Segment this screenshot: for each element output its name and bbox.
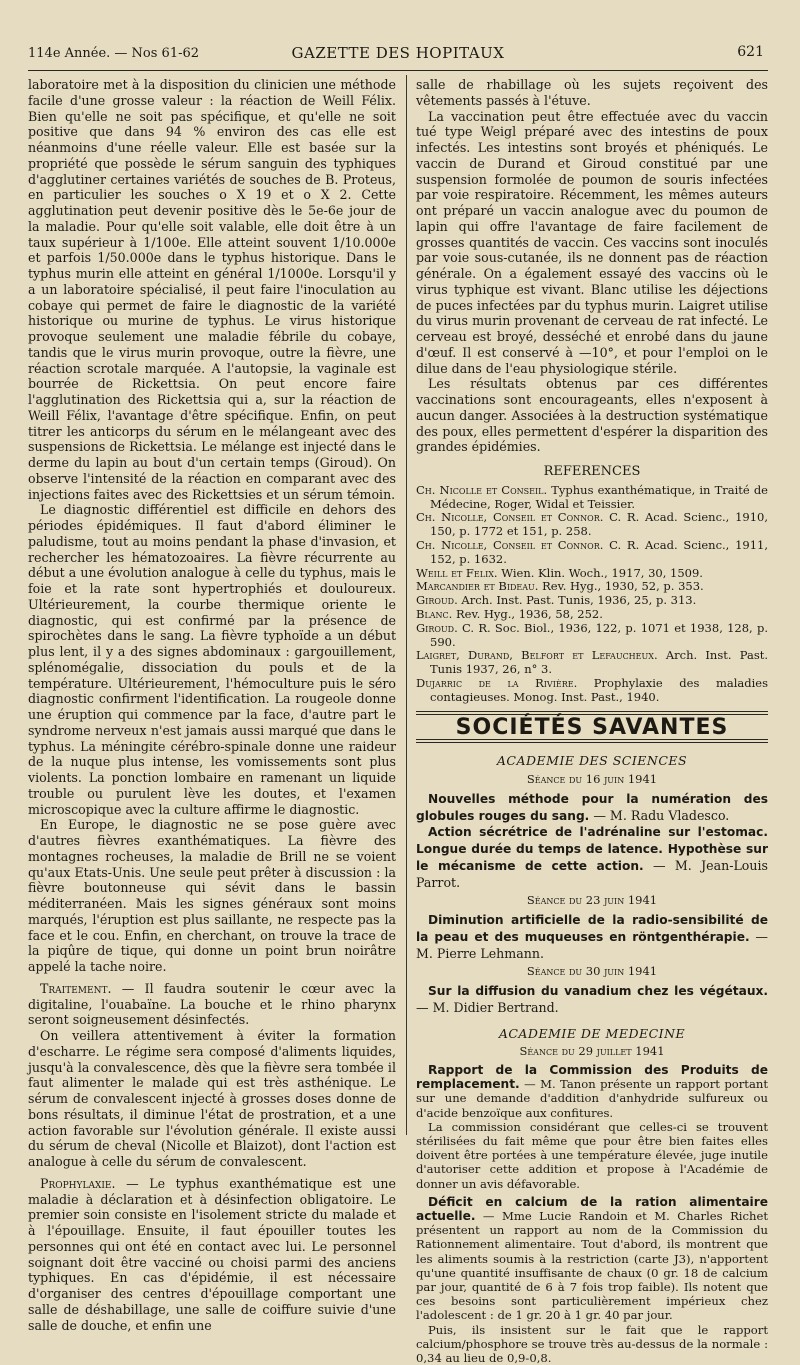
section-lead: Traitement. — [40, 980, 112, 996]
paragraph: En Europe, le diagnostic ne se pose guère avec d'autres fièvres exanthématiques. La fièvre des montagnes rocheuses, la maladie de Brill ne se voient qu'aux Etats-Unis. Une seule peut prêter à discussion : la fièvre boutonneuse qui sévit dans le bassin méditerranéen. Mais les signes généraux sont moins marqués, l'éruption est plus saillante, ne respecte pas la face et le cou. Enfin, en cherchant, on trouve la trace de la piqûre de tique, qui donne un point brun noirâtre appelé la tache noire. — [28, 817, 396, 974]
communication-author: — M. Didier Bertrand. — [416, 999, 559, 1015]
reference-authors: Blanc. — [416, 606, 453, 621]
reference-item — [416, 608, 768, 622]
references-heading: REFERENCES — [543, 464, 641, 479]
reference-item — [416, 511, 768, 539]
session-date: Séance du 16 juin 1941 — [526, 772, 658, 786]
reference-item — [416, 539, 768, 567]
reference-authors: Marcandier et Bideau. — [416, 579, 539, 594]
reference-source: C. R. Acad. Scienc., 1911, 152, p. 1632. — [430, 537, 769, 566]
reference-item — [416, 649, 768, 677]
left-column — [28, 77, 396, 1333]
reference-item — [416, 594, 768, 608]
communication-entry — [416, 824, 768, 890]
reference-source: Prophylaxie des maladies contagieuses. Monog. Inst. Past., 1940. — [430, 675, 768, 704]
reference-source: Rev. Hyg., 1936, 58, 252. — [452, 606, 603, 621]
communication-author: — M. Pierre Lehmann. — [416, 928, 768, 961]
reference-authors: Dujarric de la Rivière. — [416, 675, 578, 690]
page-number: 621 — [737, 44, 764, 60]
communication-title: Sur la diffusion du vanadium chez les végétaux. — [428, 984, 768, 998]
paragraph — [28, 1176, 396, 1334]
reference-authors: Ch. Nicolle, Conseil et Connor. — [416, 510, 604, 525]
reference-item — [416, 567, 768, 581]
paragraph: Les résultats obtenus par ces différentes vaccinations sont encourageants, elles n'exposent à aucun danger. Associées à la destruction systématique des poux, elles permettent d'espérer la disparition des grandes épidémies. — [416, 376, 768, 455]
reference-authors: Ch. Nicolle, Conseil et Connor. — [416, 537, 604, 552]
communication-title: Déficit en calcium de la ration alimentaire actuelle. — [416, 1194, 768, 1224]
session-date: Séance du 29 juillet 1941 — [519, 1044, 665, 1059]
paragraph: La vaccination peut être effectuée avec du vaccin tué type Weigl préparé avec des intestins de poux infectés. Les intestins sont broyés et phéniqués. Le vaccin de Durand et Giroud constitué par une suspension formolée de poumon de souris infectées par voie respiratoire. Récemment, les mêmes auteurs ont préparé un vaccin analogue avec du poumon de lapin qui offre l'avantage de faire facilement de grosses quantités de vaccin. Ces vaccins sont inoculés par voie sous-cutanée, ils ne donnent pas de réaction générale. On a également essayé des vaccins où le virus typhique est vivant. Blanc utilise les déjections de puces infectées par du typhus murin. Laigret utilise du virus murin provenant de cerveau de rat infecté. Le cerveau est broyé, desséché et enrobé dans du jaune d'œuf. Il est conservé à —10°, et pour l'emploi on le dilue dans de l'eau physiologique stérile. — [416, 108, 768, 376]
communication-text: — M. Tanon présente un rapport portant sur une demande d'addition d'anhydride sulfureux ou d'acide benzoïque aux confitures. — [416, 1077, 768, 1120]
reference-item — [416, 484, 768, 512]
reference-item — [416, 677, 768, 705]
academy-heading: ACADEMIE DES SCIENCES — [496, 753, 688, 769]
reference-source: C. R. Acad. Scienc., 1910, 150, p. 1772 et 151, p. 258. — [430, 510, 769, 539]
medecine-entries — [416, 1063, 768, 1365]
reference-item — [416, 580, 768, 594]
references-list — [416, 484, 768, 705]
paragraph-text: — Il faudra soutenir le cœur avec la digitaline, l'ouabaïne. La bouche et le rhino pharynx seront soigneusement désinfectés. — [28, 980, 396, 1028]
reference-authors: Giroud. — [416, 593, 458, 608]
section-rule — [416, 711, 768, 715]
paragraph: laboratoire met à la disposition du clinicien une méthode facile d'une grosse valeur : la réaction de Weill Félix. Bien qu'elle ne soit pas spécifique, et qu'elle ne soit positive que dans 94 % environ des cas elle est néanmoins d'une réelle valeur. Elle est basée sur la propriété que possède le sérum sanguin des typhiques d'agglutiner certaines variétés de souches de B. Proteus, en particulier les souches o X 19 et o X 2. Cette agglutination peut devenir positive dès le 5e-6e jour de la maladie. Pour qu'elle soit valable, elle doit être à un taux supérieur à 1/100e. Elle atteint souvent 1/10.000e et parfois 1/50.000e dans le typhus historique. Dans le typhus murin elle atteint en général 1/1000e. Lorsqu'il y a un laboratoire spécialisé, il peut faire l'inoculation au cobaye qui permet de faire le diagnostic de la variété historique ou murine de typhus. Le virus historique provoque seulement une maladie fébrile du cobaye, tandis que le virus murin provoque, outre la fièvre, une réaction scrotale marquée. A l'autopsie, la vaginale est bourrée de Rickettsia. On peut encore faire l'agglutination des Rickettsia qui a, sur la réaction de Weill Félix, l'avantage d'être spécifique. Enfin, on peut titrer les anticorps du sérum en le mélangeant avec des suspensions de Rickettsia. Le mélange est injecté dans le derme du lapin au bout d'un certain temps (Giroud). On observe l'intensité de la réaction en comparant avec des injections faites avec des Rickettsies et un sérum témoin. — [28, 77, 396, 502]
running-header — [28, 40, 768, 71]
issue-number: 114e Année. — Nos 61-62 — [28, 46, 200, 61]
paragraph: salle de rhabillage où les sujets reçoivent des vêtements passés à l'étuve. — [416, 77, 768, 108]
communication-entry — [416, 1063, 768, 1120]
right-column — [416, 77, 768, 1365]
journal-title: GAZETTE DES HOPITAUX — [291, 44, 505, 62]
reference-authors: Laigret, Durand, Belfort et Lefaucheux. — [416, 648, 658, 663]
communication-text: — Mme Lucie Randoin et M. Charles Richet présentent un rapport au nom de la Commission du Rationnement alimentaire. Tout d'abord, ils montrent que les aliments soumis à la restriction (carte J3), n'apportent qu'une quantité insuffisante de chaux (0 gr. 18 de calcium par jour, quantité de 6 à 7 fois trop faible). Ils notent que ces besoins sont particulièrement impérieux chez l'adolescent : de 1 gr. 20 à 1 gr. 40 par jour. — [416, 1209, 768, 1323]
reference-source: C. R. Soc. Biol., 1936, 122, p. 1071 et 1938, 128, p. 590. — [430, 620, 768, 649]
reference-source: Wien. Klin. Woch., 1917, 30, 1509. — [497, 565, 703, 580]
communication-title: Nouvelles méthode pour la numération des globules rouges du sang. — [416, 791, 768, 823]
reference-authors: Giroud. — [416, 620, 458, 635]
communication-entry — [416, 791, 768, 825]
section-title: SOCIÉTÉS SAVANTES — [455, 714, 729, 740]
section-rule — [416, 739, 768, 743]
reference-source: Arch. Inst. Past. Tunis, 1936, 25, p. 313. — [457, 593, 697, 608]
reference-item — [416, 622, 768, 650]
reference-authors: Ch. Nicolle et Conseil. — [416, 482, 548, 497]
column-divider — [406, 75, 407, 1135]
communication-entry — [416, 1195, 768, 1323]
communication-author: — M. Jean-Louis Parrot. — [416, 857, 768, 890]
section-lead: Prophylaxie. — [40, 1175, 116, 1191]
communication-entry — [416, 912, 768, 961]
paragraph: La commission considérant que celles-ci se trouvent stérilisées du fait même que pour être bien faites elles doivent être portées à une température élevée, juge inutile d'autoriser cette addition et propose à l'Académie de donner un avis défavorable. — [416, 1119, 768, 1191]
reference-source: Rev. Hyg., 1930, 52, p. 353. — [538, 579, 704, 594]
paragraph — [28, 981, 396, 1028]
reference-source: Arch. Inst. Past. Tunis 1937, 26, n° 3. — [430, 648, 769, 677]
academy-heading: ACADEMIE DE MEDECINE — [498, 1025, 686, 1041]
paragraph: On veillera attentivement à éviter la formation d'escharre. Le régime sera composé d'aliments liquides, jusqu'à la convalescence, dès que la fièvre sera tombée il faut alimenter le malade qui est très asthénique. Le sérum de convalescent injecté à grosses doses donne de bons résultats, il diminue l'état de prostration, et a une action favorable sur l'évolution générale. Il existe aussi du sérum de cheval (Nicolle et Blaizot), dont l'action est analogue à celle du sérum de convalescent. — [28, 1028, 396, 1169]
communication-title: Rapport de la Commission des Produits de remplacement. — [416, 1063, 768, 1092]
communication-title: Action sécrétrice de l'adrénaline sur l'estomac. Longue durée du temps de latence. Hypothèse sur le mécanisme de cette action. — [416, 825, 768, 873]
session-date: Séance du 30 juin 1941 — [526, 964, 658, 979]
communication-author: — M. Radu Vladesco. — [589, 807, 730, 823]
paragraph: Puis, ils insistent sur le fait que le rapport calcium/phosphore se trouve très au-dessus de la normale : 0,34 au lieu de 0,9-0,8. — [416, 1322, 768, 1365]
communication-entry — [416, 983, 768, 1016]
paragraph-text: — Le typhus exanthématique est une maladie à déclaration et à désinfection obligatoire. Le premier soin consiste en l'isolement stricte du malade et à l'épouillage. Ensuite, il faut épouiller toutes les personnes qui ont été en contact avec lui. Le personnel soignant doit être vacciné ou choisi parmi des anciens typhiques. En cas d'épidémie, il est nécessaire d'organiser des centres d'épouillage comportant une salle de déshabillage, une salle de coiffure suivie d'une salle de douche, et enfin une — [28, 1175, 396, 1333]
societes-section — [416, 711, 768, 744]
reference-source: Typhus exanthématique, in Traité de Médecine, Roger, Widal et Teissier. — [430, 482, 768, 511]
communication-title: Diminution artificielle de la radio-sensibilité de la peau et des muqueuses en röntgenthérapie. — [416, 913, 768, 944]
session-date: Séance du 23 juin 1941 — [526, 893, 658, 908]
reference-authors: Weill et Felix. — [416, 565, 498, 580]
paragraph: Le diagnostic différentiel est difficile en dehors des périodes épidémiques. Il faut d'abord éliminer le paludisme, tout au moins pendant la phase d'invasion, et rechercher les hématozoaires. La fièvre récurrente au début a une évolution analogue à celle du typhus, mais le foie et la rate sont hypertrophiés et douloureux. Ultérieurement, la courbe thermique oriente le diagnostic, qui est confirmé par la présence de spirochètes dans le sang. La fièvre typhoïde a un début plus lent, il y a des signes abdominaux : gargouillement, splénomégalie, dissociation du pouls et de la température. Ultérieurement, l'hémoculture puis le séro diagnostic confirment l'identification. La rougeole donne une éruption qui commence par la face, d'autre part le syndrome nerveux n'est jamais aussi marqué que dans le typhus. La méningite cérébro-spinale donne une raideur de la nuque plus intense, les vomissements sont plus violents. La ponction lombaire en ramenant un liquide trouble ou purulent lève les doutes, et l'examen microscopique avec la culture affirme le diagnostic. — [28, 502, 396, 817]
